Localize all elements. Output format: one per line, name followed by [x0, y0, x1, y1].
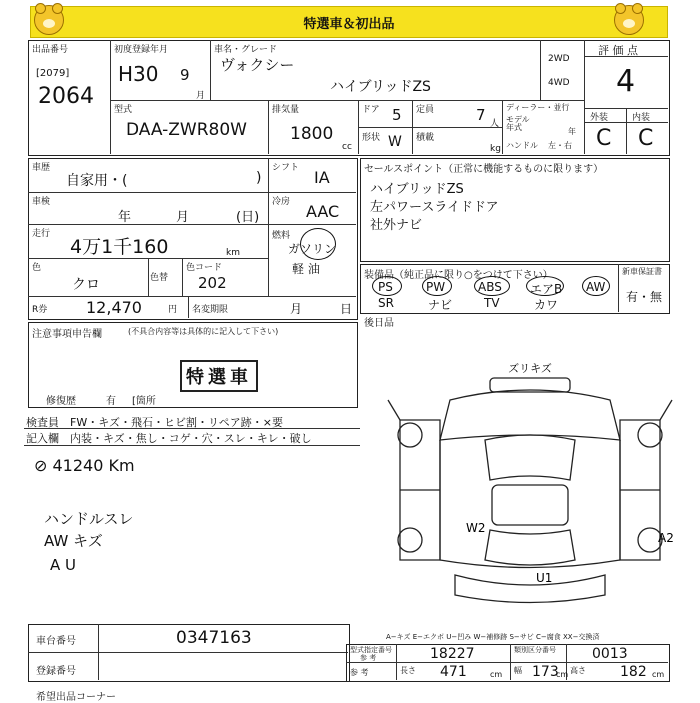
inspection-year: 年: [118, 210, 132, 225]
inspector-row2: 内装・キズ・焦し・コゲ・穴・スレ・キレ・破し: [70, 432, 312, 445]
chassis-label: 車台番号: [36, 636, 76, 647]
hw-odometer: ⊘ 41240 Km: [34, 456, 135, 475]
notes-stamp: 特選車: [180, 360, 258, 392]
equip-navi: ナビ: [428, 298, 453, 312]
mascot-right-icon: [614, 5, 644, 35]
load-unit: kg: [490, 144, 501, 154]
specs-height-label: 高さ: [570, 666, 586, 675]
fuel-label: 燃料: [272, 231, 291, 241]
shape-label: 形状: [362, 133, 381, 143]
aircon-label: 冷房: [272, 197, 291, 207]
fuel-diesel: 軽 油: [292, 262, 320, 276]
inspector-row1: FW・キズ・飛石・ヒビ割・リペア跡・×要: [70, 416, 283, 429]
equip-ps: PS: [378, 280, 393, 294]
score-value: 4: [616, 64, 636, 99]
aircon-value: AAC: [306, 202, 340, 221]
dealer-handle-value: 左・右: [548, 141, 572, 150]
model-value: DAA-ZWR80W: [126, 120, 247, 140]
equip-leather: カワ: [534, 298, 559, 312]
equipment-label: 装備品（純正品に限り○をつけて下さい）: [364, 270, 553, 281]
sales-point-1: ハイブリッドZS: [370, 182, 464, 197]
recycle-label: R券: [32, 305, 48, 315]
equip-abs: ABS: [478, 280, 502, 294]
fuel-circle: [300, 228, 336, 260]
circle-pw: [422, 276, 452, 296]
repair-label: 修復歴: [46, 396, 76, 407]
circle-abs: [474, 276, 510, 296]
later-items-label: 後日品: [364, 318, 394, 329]
registration-era: H30: [118, 62, 159, 86]
specs-height-value: 182: [620, 664, 647, 680]
color-code: 202: [198, 274, 227, 292]
recycle-unit: 円: [168, 305, 178, 315]
dealer-label: ディーラー・並行: [506, 103, 570, 112]
displacement-value: 1800: [290, 124, 334, 144]
car-damage-diagram: [380, 360, 680, 620]
specs-length-unit: cm: [490, 670, 503, 679]
score-label: 評 価 点: [598, 44, 638, 57]
inspector-row1-label: 検査員: [26, 416, 59, 429]
specs-ref: 参 考: [360, 654, 377, 662]
lot-number: 2064: [38, 84, 94, 109]
score-int-label: 内装: [632, 113, 651, 123]
history-close: ): [256, 170, 262, 186]
specs-type-label: 型式指定番号: [350, 646, 392, 654]
mileage-label: 走行: [32, 229, 51, 239]
doors-label: ドア: [362, 105, 380, 115]
footer-label: 希望出品コーナー: [36, 692, 116, 703]
model-label: 型式: [114, 105, 133, 115]
diagram-w2: W2: [466, 521, 486, 535]
registration-label: 初度登録年月: [114, 45, 169, 55]
color-swap-label: 色替: [150, 273, 169, 283]
sales-points-label: セールスポイント（正常に機能するものに限ります）: [364, 164, 604, 175]
color-value: クロ: [72, 277, 100, 293]
repair-location: [箇所: [132, 396, 156, 407]
dealer-year-unit: 年: [568, 127, 576, 136]
load-label: 積載: [416, 133, 435, 143]
history-label: 車歴: [32, 163, 51, 173]
car-grade: ハイブリッドZS: [330, 79, 431, 95]
warranty-value: 有・無: [626, 290, 663, 304]
mileage-unit: km: [226, 248, 240, 258]
circle-ps: [372, 276, 402, 296]
name-change-label: 名変期限: [192, 305, 229, 315]
specs-width-unit: cm: [556, 670, 569, 679]
registration-month: 9: [180, 66, 190, 84]
score-ext-label: 外装: [590, 113, 609, 123]
shape-value: W: [388, 134, 402, 150]
inspection-label: 車検: [32, 197, 51, 207]
seats-value: 7: [476, 106, 486, 124]
registration-month-unit: 月: [196, 91, 206, 101]
chassis-value: 0347163: [176, 628, 252, 648]
specs-ref-2: 参 考: [350, 668, 369, 677]
diagram-legend: A−キズ E−エクボ U−凹み W−補修跡 S−サビ C−腐食 XX−交換済: [386, 633, 600, 641]
diagram-top-note: ズリキズ: [508, 362, 552, 375]
notes-sub: (不具合内容等は具体的に記入して下さい): [128, 327, 279, 336]
equip-aw: AW: [586, 280, 606, 294]
drive-2wd: 2WD: [548, 54, 570, 64]
plate-label: 登録番号: [36, 666, 76, 677]
history-value: 自家用・(: [66, 173, 128, 189]
specs-length-label: 長さ: [400, 666, 416, 675]
specs-class-value: 0013: [592, 646, 628, 662]
hw-line-3: A U: [50, 556, 77, 574]
fuel-gasoline: ガソリン: [288, 242, 337, 256]
top-block: [28, 40, 670, 156]
dealer-year-label: 年式: [506, 123, 522, 132]
name-change-month: 月: [290, 302, 303, 316]
car-name: ヴォクシー: [220, 56, 295, 74]
drive-4wd: 4WD: [548, 78, 570, 88]
specs-height-unit: cm: [652, 670, 665, 679]
header-title: 特選車＆初出品: [303, 17, 395, 32]
seats-unit: 人: [490, 119, 500, 129]
hw-line-1: ハンドルスレ: [44, 510, 134, 528]
specs-class-label: 類別区分番号: [514, 646, 556, 654]
lot-label: 出品番号: [32, 45, 69, 55]
doors-value: 5: [392, 106, 402, 124]
hw-line-2: AW キズ: [44, 532, 103, 550]
equip-sr: SR: [378, 296, 394, 310]
displacement-label: 排気量: [272, 105, 300, 115]
inspector-row2-label: 記入欄: [26, 432, 59, 445]
notes-label: 注意事項申告欄: [32, 329, 102, 340]
circle-aw: [582, 276, 610, 296]
shift-label: シフト: [272, 163, 300, 173]
specs-width-value: 173: [532, 664, 559, 680]
dealer-handle-label: ハンドル: [506, 141, 538, 150]
inspection-month: 月: [176, 210, 190, 225]
specs-length-value: 471: [440, 664, 467, 680]
color-code-label: 色コード: [186, 263, 223, 273]
diagram-u1: U1: [536, 571, 553, 585]
score-int: C: [638, 126, 654, 151]
mascot-left-icon: [34, 5, 64, 35]
sales-point-3: 社外ナビ: [370, 218, 423, 233]
name-change-day: 日: [340, 302, 353, 316]
recycle-value: 12,470: [86, 298, 142, 317]
repair-value: 有: [106, 396, 116, 407]
score-ext: C: [596, 126, 612, 151]
warranty-label: 新車保証書: [622, 267, 662, 276]
car-label: 車名・グレード: [214, 45, 278, 55]
inspection-day: (日): [236, 210, 260, 225]
sales-point-2: 左パワースライドドア: [370, 200, 499, 215]
seats-label: 定員: [416, 105, 435, 115]
lot-small: [2079]: [36, 68, 70, 79]
displacement-unit: cc: [342, 142, 352, 152]
equip-airbag: エアB: [530, 282, 563, 296]
specs-type-value: 18227: [430, 646, 475, 662]
specs-width-label: 幅: [514, 666, 522, 675]
mileage-value: 4万1千160: [70, 236, 169, 258]
equip-tv: TV: [484, 296, 500, 310]
circle-airbag: [526, 276, 564, 296]
dealer-model-label: モデル: [506, 115, 530, 124]
color-label: 色: [32, 263, 42, 273]
diagram-a2: A2: [658, 531, 674, 545]
shift-value: IA: [314, 168, 330, 187]
equip-pw: PW: [426, 280, 446, 294]
header-banner: [30, 6, 668, 38]
